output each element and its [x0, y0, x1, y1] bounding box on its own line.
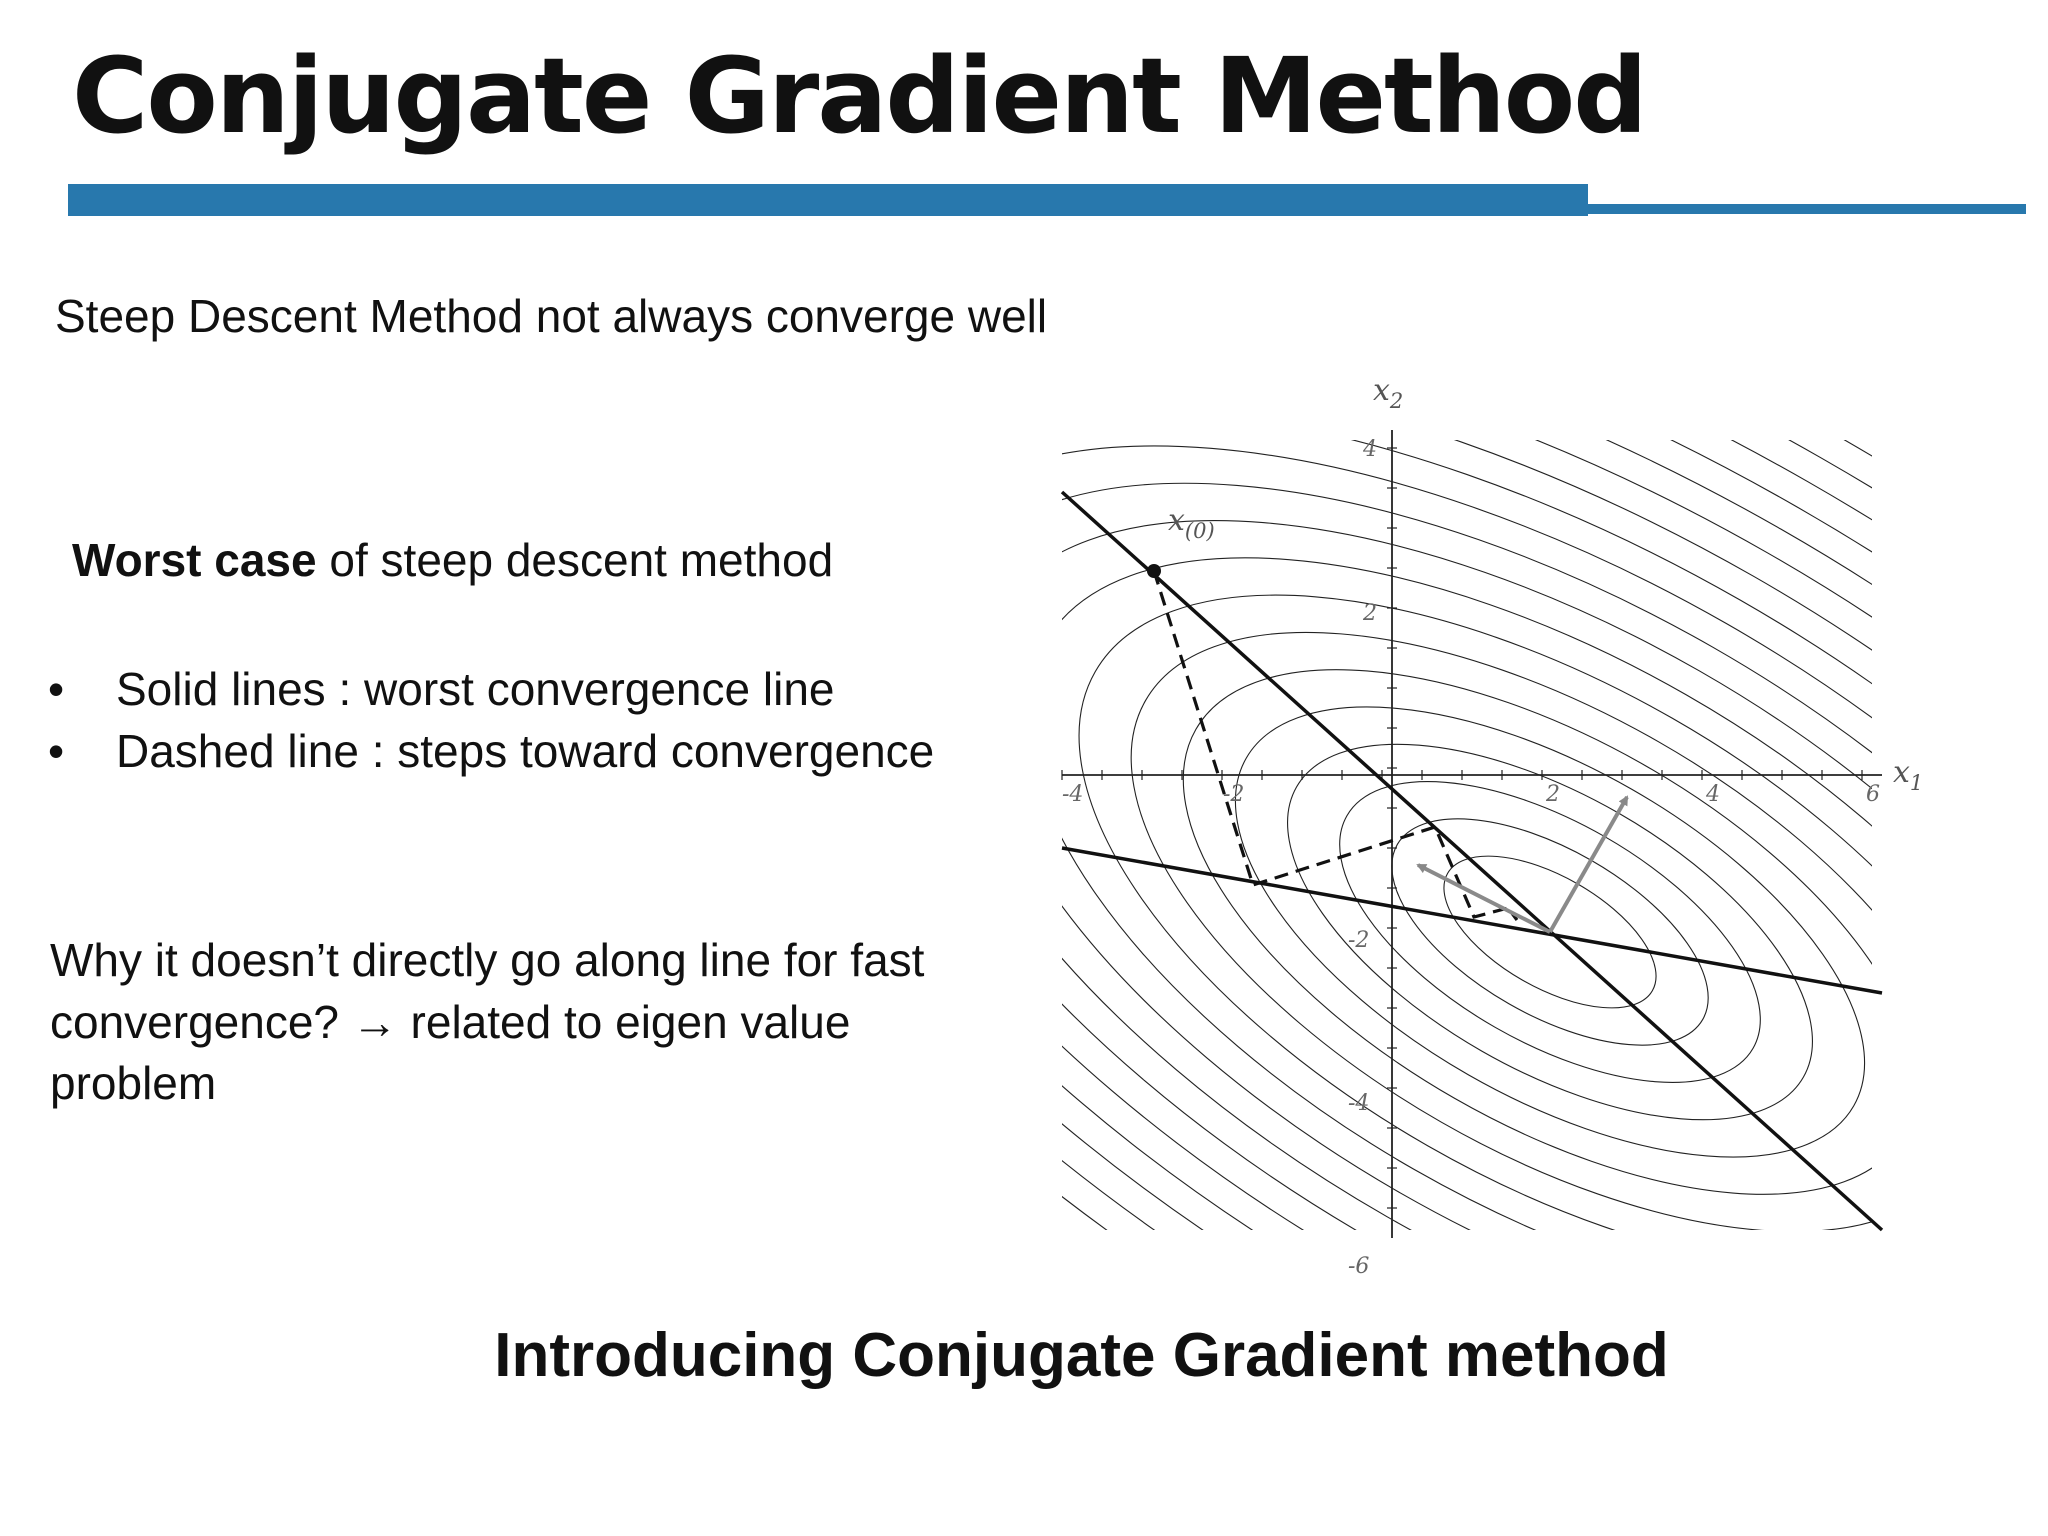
y-tick-label: -6	[1348, 1254, 1370, 1279]
solid-line-diagonal	[1062, 492, 1882, 1230]
bullet-text: Dashed line : steps toward convergence	[116, 725, 935, 777]
x-axis-label-sub: 1	[1909, 771, 1924, 795]
solid-line-shallow	[1062, 848, 1882, 993]
bullet-item-solid	[48, 658, 934, 720]
arrow-up	[1550, 797, 1627, 932]
worst-case-rest: of steep descent method	[316, 534, 834, 586]
x-tick-label: 2	[1546, 782, 1560, 807]
y-axis-label	[1373, 373, 1403, 413]
bullet-list	[48, 658, 934, 782]
question-line: Why it doesn’t directly go along line for fast	[50, 934, 925, 986]
y-axis-label-main: x	[1373, 373, 1390, 408]
y-tick-label: 4	[1363, 437, 1377, 462]
x-tick-label: 4	[1706, 782, 1720, 807]
y-tick-label: -4	[1348, 1091, 1370, 1116]
question-line: convergence? → related to eigen value	[50, 995, 851, 1048]
bullet-mark: •	[48, 725, 65, 777]
y-tick-label: -2	[1348, 928, 1370, 953]
worst-case-heading	[72, 530, 833, 592]
x-tick-label: -4	[1062, 782, 1084, 807]
title-underline-thin	[1588, 204, 2026, 214]
intro-text: Steep Descent Method not always converge well	[55, 290, 1048, 342]
start-point	[1147, 564, 1161, 578]
axes	[1062, 430, 1882, 1238]
start-point-label	[1168, 503, 1215, 543]
title-underline-thick	[68, 184, 1588, 216]
bullet-item-dashed	[48, 720, 934, 782]
slide-title: Conjugate Gradient Method	[72, 35, 1646, 157]
start-point-label-sub: (0)	[1184, 519, 1215, 543]
start-point-label-main: x	[1168, 503, 1185, 538]
worst-convergence-lines	[1062, 492, 1882, 1230]
closing-statement: Introducing Conjugate Gradient method	[494, 1321, 1669, 1390]
x-axis-label	[1893, 755, 1923, 795]
contour-ellipse	[1040, 510, 1960, 1280]
y-tick-label: 2	[1363, 601, 1377, 626]
x-tick-label: 6	[1866, 782, 1880, 807]
y-axis-label-sub: 2	[1389, 389, 1404, 413]
bullet-mark: •	[48, 663, 65, 715]
question-text	[50, 930, 1010, 1115]
bullet-text: Solid lines : worst convergence line	[116, 663, 835, 715]
x-axis-label-main: x	[1893, 755, 1910, 790]
worst-case-bold: Worst case	[72, 534, 317, 586]
x-tick-label: -2	[1223, 782, 1245, 807]
gradient-arrows	[1418, 797, 1627, 932]
question-line: problem	[50, 1057, 217, 1110]
steepest-descent-diagram	[1040, 370, 1960, 1280]
